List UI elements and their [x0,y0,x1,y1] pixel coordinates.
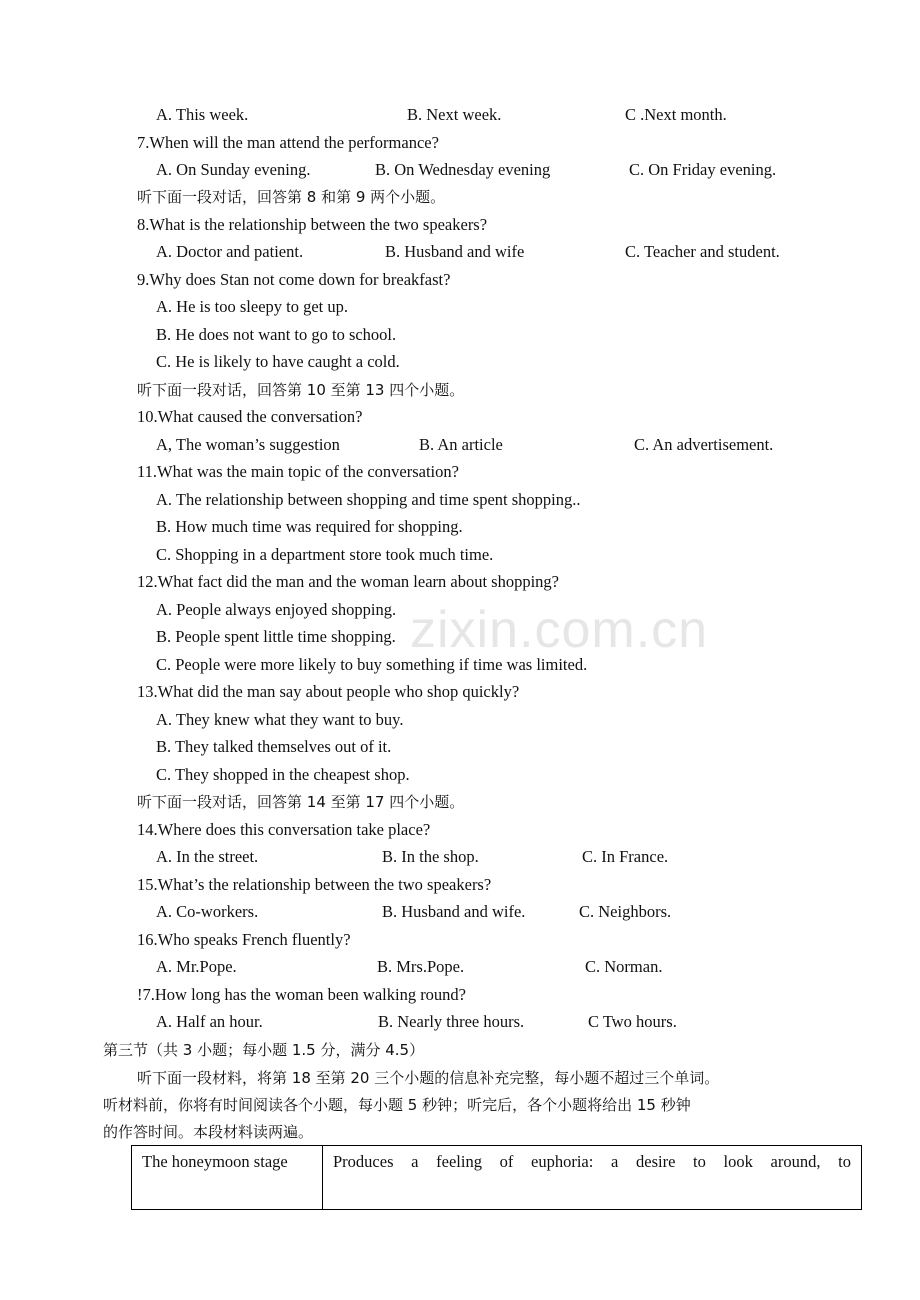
q9-option-a: A. He is too sleepy to get up. [156,297,349,316]
table-cell-stage: The honeymoon stage [132,1146,323,1210]
q6-option-b: B. Next week. [407,105,502,124]
intro-10-13: 听下面一段对话，回答第 10 至第 13 四个小题。 [137,381,465,399]
q13-option-b: B. They talked themselves out of it. [156,737,392,756]
q10-option-b: B. An article [419,435,503,454]
section-3-instruction-3: 的作答时间。本段材料读两遍。 [103,1123,314,1141]
watermark: zixin.com.cn [410,601,709,659]
q14-option-b: B. In the shop. [382,847,479,866]
q17-option-c: C Two hours. [588,1012,677,1031]
q16-option-c: C. Norman. [585,957,663,976]
q10-option-c: C. An advertisement. [634,435,774,454]
q9-option-b: B. He does not want to go to school. [156,325,397,344]
q15-option-b: B. Husband and wife. [382,902,526,921]
q13-option-c: C. They shopped in the cheapest shop. [156,765,410,784]
q13-option-a: A. They knew what they want to buy. [156,710,404,729]
q12-option-a: A. People always enjoyed shopping. [156,600,397,619]
q6-option-a: A. This week. [156,105,249,124]
table-cell-description: Produces a feeling of euphoria: a desire to look around, to [323,1146,862,1210]
q16-option-b: B. Mrs.Pope. [377,957,465,976]
q7-option-b: B. On Wednesday evening [375,160,551,179]
q12-option-b: B. People spent little time shopping. [156,627,396,646]
q15-option-a: A. Co-workers. [156,902,259,921]
question-14: 14.Where does this conversation take place? [137,820,431,839]
q7-option-a: A. On Sunday evening. [156,160,311,179]
q9-option-c: C. He is likely to have caught a cold. [156,352,400,371]
q6-option-c: C .Next month. [625,105,727,124]
q11-option-c: C. Shopping in a department store took much time. [156,545,494,564]
question-11: 11.What was the main topic of the conversation? [137,462,459,481]
q8-option-a: A. Doctor and patient. [156,242,304,261]
q17-option-b: B. Nearly three hours. [378,1012,525,1031]
intro-8-9: 听下面一段对话，回答第 8 和第 9 两个小题。 [137,188,446,206]
q10-option-a: A, The woman’s suggestion [156,435,340,454]
question-15: 15.What’s the relationship between the two speakers? [137,875,492,894]
q11-option-a: A. The relationship between shopping and time spent shopping.. [156,490,581,509]
table-row [132,1146,862,1210]
question-12: 12.What fact did the man and the woman learn about shopping? [137,572,559,591]
q14-option-a: A. In the street. [156,847,259,866]
question-8: 8.What is the relationship between the two speakers? [137,215,488,234]
question-17: !7.How long has the woman been walking round? [137,985,467,1004]
section-3-instruction-1: 听下面一段材料，将第 18 至第 20 三个小题的信息补充完整，每小题不超过三个单词。 [137,1069,720,1087]
q11-option-b: B. How much time was required for shopping. [156,517,463,536]
question-10: 10.What caused the conversation? [137,407,363,426]
q8-option-b: B. Husband and wife [385,242,525,261]
question-16: 16.Who speaks French fluently? [137,930,351,949]
q14-option-c: C. In France. [582,847,669,866]
question-9: 9.Why does Stan not come down for breakfast? [137,270,451,289]
q17-option-a: A. Half an hour. [156,1012,263,1031]
q7-option-c: C. On Friday evening. [629,160,777,179]
section-3-instruction-2: 听材料前，你将有时间阅读各个小题，每小题 5 秒钟；听完后，各个小题将给出 15 秒钟 [103,1096,691,1114]
info-table [131,1145,862,1210]
q15-option-c: C. Neighbors. [579,902,672,921]
section-3-title: 第三节（共 3 小题；每小题 1.5 分，满分 4.5） [103,1041,425,1059]
question-7: 7.When will the man attend the performance? [137,133,439,152]
intro-14-17: 听下面一段对话，回答第 14 至第 17 四个小题。 [137,793,465,811]
q8-option-c: C. Teacher and student. [625,242,780,261]
q16-option-a: A. Mr.Pope. [156,957,237,976]
q12-option-c: C. People were more likely to buy something if time was limited. [156,655,588,674]
question-13: 13.What did the man say about people who shop quickly? [137,682,520,701]
